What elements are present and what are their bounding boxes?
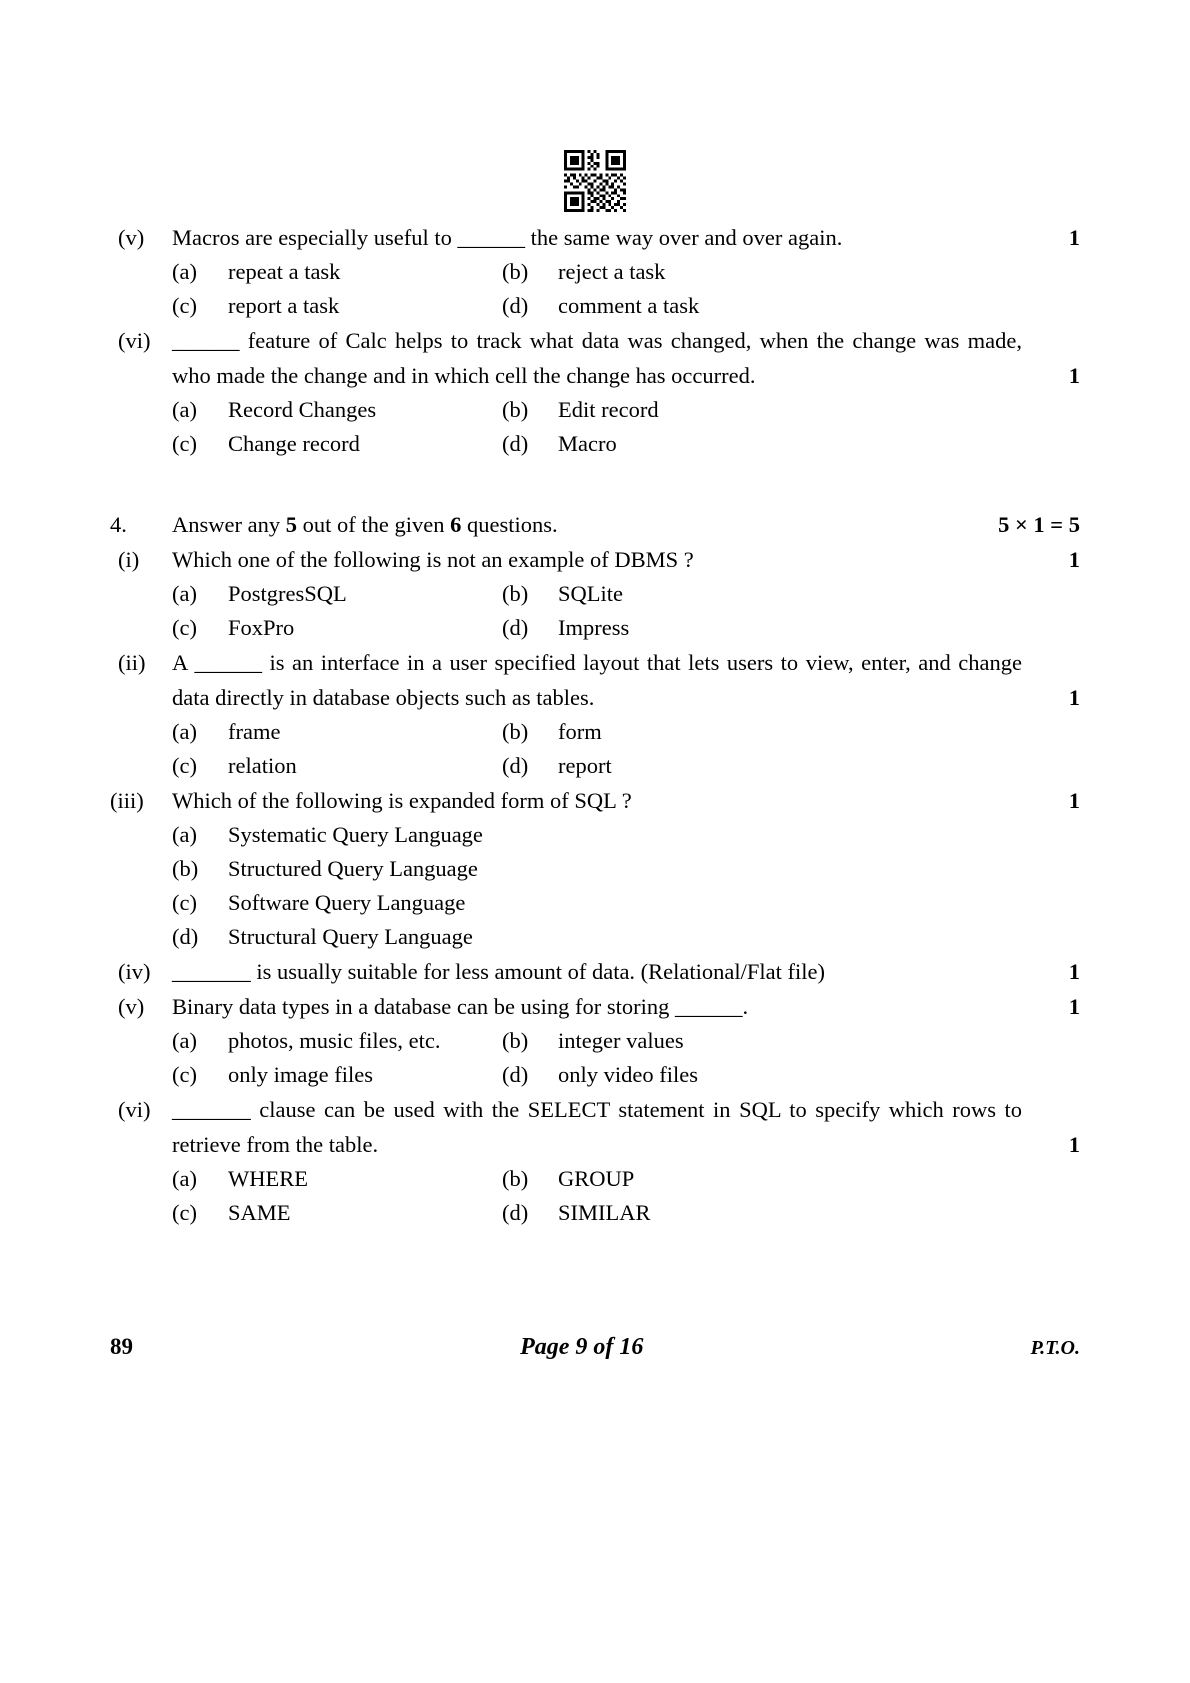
pto-label: P.T.O. xyxy=(1030,1337,1080,1359)
marks-value: 1 xyxy=(1068,994,1080,1019)
options-row xyxy=(172,715,1080,749)
option-item[interactable] xyxy=(172,1058,502,1092)
options-row xyxy=(172,1024,1080,1058)
option-text: integer values xyxy=(558,1028,684,1053)
option-item[interactable] xyxy=(502,749,612,783)
sub-question-marker: (vi) xyxy=(118,328,151,353)
sub-question-marker: (vi) xyxy=(118,1097,151,1122)
option-tag: (c) xyxy=(172,1062,197,1087)
option-tag: (a) xyxy=(172,397,197,422)
sub-question-4-vi xyxy=(110,1092,1080,1230)
option-tag: (a) xyxy=(172,259,197,284)
stem-bold-total: 6 xyxy=(450,512,462,537)
option-tag: (d) xyxy=(172,924,199,949)
sub-question-text: Macros are especially useful to ______ the same way over and over again. xyxy=(172,225,843,250)
options-group xyxy=(172,577,1080,645)
question-4 xyxy=(110,507,1080,1230)
option-item[interactable] xyxy=(502,1196,651,1230)
option-item[interactable] xyxy=(172,289,502,323)
sub-question-marker: (iv) xyxy=(118,959,151,984)
option-tag: (b) xyxy=(502,1166,529,1191)
option-text: PostgresSQL xyxy=(228,581,347,606)
option-item[interactable] xyxy=(172,920,1080,954)
stem-part: questions. xyxy=(461,512,558,537)
marks-value: 1 xyxy=(1068,685,1080,710)
sub-question-4-ii xyxy=(110,645,1080,783)
stem-bold-count: 5 xyxy=(285,512,297,537)
sub-question-row xyxy=(110,989,1080,1024)
sub-question-text: Which one of the following is not an example of DBMS ? xyxy=(172,547,694,572)
option-tag: (b) xyxy=(502,719,529,744)
sub-question-row xyxy=(110,323,1080,393)
option-item[interactable] xyxy=(502,393,659,427)
option-tag: (a) xyxy=(172,719,197,744)
option-item[interactable] xyxy=(172,1024,502,1058)
option-tag: (c) xyxy=(172,293,197,318)
option-tag: (d) xyxy=(502,293,529,318)
sub-question-marker: (iii) xyxy=(110,788,144,813)
option-text: only video files xyxy=(558,1062,698,1087)
options-group xyxy=(172,255,1080,323)
options-row xyxy=(172,818,1080,852)
option-text: Structured Query Language xyxy=(228,856,478,881)
sub-question-4-i xyxy=(110,542,1080,645)
stem-part: Answer any xyxy=(172,512,286,537)
option-tag: (c) xyxy=(172,890,197,915)
option-tag: (a) xyxy=(172,581,197,606)
marks-value: 1 xyxy=(1068,225,1080,250)
option-text: SQLite xyxy=(558,581,623,606)
sub-question-row xyxy=(110,645,1080,715)
option-item[interactable] xyxy=(502,289,699,323)
options-row xyxy=(172,427,1080,461)
options-row xyxy=(172,255,1080,289)
stem-part: out of the given xyxy=(296,512,451,537)
option-tag: (d) xyxy=(502,1062,529,1087)
sub-question-row xyxy=(110,220,1080,255)
marks-value: 1 xyxy=(1068,547,1080,572)
option-tag: (a) xyxy=(172,1166,197,1191)
sub-question-text: _______ clause can be used with the SELECT statement in SQL to specify which rows to retrieve from the table. xyxy=(172,1097,1022,1157)
sub-question-text: Binary data types in a database can be using for storing ______. xyxy=(172,994,749,1019)
option-item[interactable] xyxy=(172,427,502,461)
option-text: SIMILAR xyxy=(558,1200,651,1225)
option-item[interactable] xyxy=(172,749,502,783)
option-tag: (c) xyxy=(172,615,197,640)
sub-question-4-iv xyxy=(110,954,1080,989)
option-item[interactable] xyxy=(172,852,1080,886)
option-text: Change record xyxy=(228,431,360,456)
option-text: frame xyxy=(228,719,281,744)
sub-question-text: A ______ is an interface in a user specified layout that lets users to view, enter, and change data directly in database objects such as tables. xyxy=(172,650,1022,710)
option-item[interactable] xyxy=(502,715,602,749)
option-item[interactable] xyxy=(502,611,629,645)
sub-question-marker: (ii) xyxy=(118,650,146,675)
option-tag: (c) xyxy=(172,1200,197,1225)
option-item[interactable] xyxy=(172,255,502,289)
qr-code-icon xyxy=(564,150,626,212)
qr-code-wrap xyxy=(110,150,1080,212)
page-footer xyxy=(110,1334,1080,1361)
sub-question-3-v xyxy=(110,220,1080,323)
option-item[interactable] xyxy=(172,886,1080,920)
options-group xyxy=(172,1024,1080,1092)
option-text: Systematic Query Language xyxy=(228,822,483,847)
option-text: WHERE xyxy=(228,1166,308,1191)
question-4-stem xyxy=(172,507,1080,542)
option-text: FoxPro xyxy=(228,615,295,640)
options-row xyxy=(172,1162,1080,1196)
option-item[interactable] xyxy=(172,818,1080,852)
question-4-header xyxy=(110,507,1080,542)
option-tag: (c) xyxy=(172,753,197,778)
sub-question-text: ______ feature of Calc helps to track what data was changed, when the change was made, who made the change and in which cell the change has occurred. xyxy=(172,328,1022,388)
marks-value: 1 xyxy=(1068,363,1080,388)
option-item[interactable] xyxy=(172,715,502,749)
options-row xyxy=(172,1196,1080,1230)
option-item[interactable] xyxy=(172,1196,502,1230)
sub-question-4-v xyxy=(110,989,1080,1092)
options-row xyxy=(172,289,1080,323)
sub-question-row xyxy=(110,954,1080,989)
option-text: report a task xyxy=(228,293,340,318)
option-tag: (a) xyxy=(172,1028,197,1053)
page-indicator: Page 9 of 16 xyxy=(520,1334,644,1360)
options-row xyxy=(172,577,1080,611)
options-row xyxy=(172,749,1080,783)
option-tag: (c) xyxy=(172,431,197,456)
option-text: form xyxy=(558,719,602,744)
option-item[interactable] xyxy=(502,1162,634,1196)
sub-question-3-vi xyxy=(110,323,1080,461)
question-3-continued xyxy=(110,220,1080,461)
option-item[interactable] xyxy=(172,393,502,427)
sub-question-row xyxy=(110,542,1080,577)
option-text: GROUP xyxy=(558,1166,635,1191)
options-row xyxy=(172,852,1080,886)
sub-question-row xyxy=(110,783,1080,818)
option-text: Impress xyxy=(558,615,630,640)
options-row xyxy=(172,886,1080,920)
option-text: report xyxy=(558,753,612,778)
option-tag: (d) xyxy=(502,431,529,456)
paper-code: 89 xyxy=(110,1334,133,1359)
option-tag: (b) xyxy=(172,856,199,881)
sub-question-marker: (v) xyxy=(118,225,145,250)
option-text: only image files xyxy=(228,1062,373,1087)
options-row xyxy=(172,611,1080,645)
option-text: reject a task xyxy=(558,259,666,284)
option-text: repeat a task xyxy=(228,259,341,284)
option-tag: (d) xyxy=(502,753,529,778)
option-tag: (b) xyxy=(502,259,529,284)
sub-question-marker: (i) xyxy=(118,547,140,572)
question-4-marks: 5 × 1 = 5 xyxy=(998,512,1080,537)
sub-question-text: _______ is usually suitable for less amount of data. (Relational/Flat file) xyxy=(172,959,825,984)
sub-question-4-iii xyxy=(110,783,1080,954)
options-row xyxy=(172,920,1080,954)
sub-question-row xyxy=(110,1092,1080,1162)
marks-value: 1 xyxy=(1068,788,1080,813)
sub-question-text: Which of the following is expanded form of SQL ? xyxy=(172,788,632,813)
option-text: Record Changes xyxy=(228,397,377,422)
options-group xyxy=(172,1162,1080,1230)
option-text: Software Query Language xyxy=(228,890,466,915)
sub-question-marker: (v) xyxy=(118,994,145,1019)
option-item[interactable] xyxy=(172,1162,502,1196)
option-tag: (d) xyxy=(502,1200,529,1225)
option-tag: (a) xyxy=(172,822,197,847)
option-text: Edit record xyxy=(558,397,659,422)
marks-value: 1 xyxy=(1068,959,1080,984)
option-tag: (b) xyxy=(502,581,529,606)
option-tag: (d) xyxy=(502,615,529,640)
options-row xyxy=(172,1058,1080,1092)
option-item[interactable] xyxy=(502,1058,698,1092)
options-group xyxy=(172,393,1080,461)
option-text: relation xyxy=(228,753,297,778)
option-text: comment a task xyxy=(558,293,700,318)
option-item[interactable] xyxy=(502,427,617,461)
option-tag: (b) xyxy=(502,1028,529,1053)
options-row xyxy=(172,393,1080,427)
option-item[interactable] xyxy=(172,611,502,645)
option-item[interactable] xyxy=(502,255,665,289)
question-number: 4. xyxy=(110,512,127,537)
marks-value: 1 xyxy=(1068,1132,1080,1157)
option-item[interactable] xyxy=(172,577,502,611)
option-text: photos, music files, etc. xyxy=(228,1028,441,1053)
options-group xyxy=(172,715,1080,783)
option-item[interactable] xyxy=(502,1024,684,1058)
section-spacer xyxy=(110,461,1080,507)
options-group xyxy=(172,818,1080,954)
option-text: SAME xyxy=(228,1200,291,1225)
option-item[interactable] xyxy=(502,577,623,611)
option-text: Macro xyxy=(558,431,617,456)
option-text: Structural Query Language xyxy=(228,924,473,949)
option-tag: (b) xyxy=(502,397,529,422)
